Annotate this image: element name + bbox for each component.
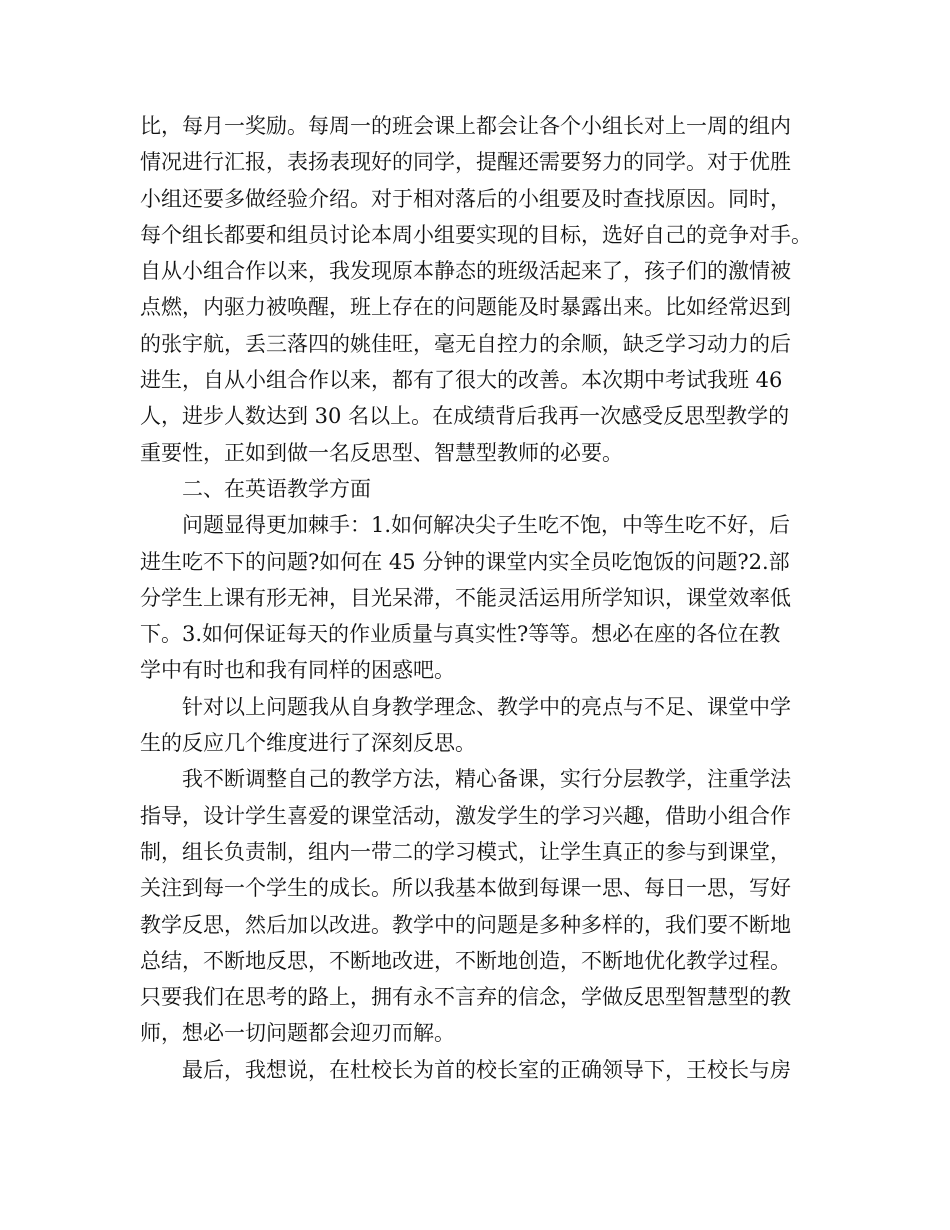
text-line: 我不断调整自己的教学方法，精心备课，实行分层教学，注重学法: [182, 767, 791, 792]
text-line: 点燃，内驱力被唤醒，班上存在的问题能及时暴露出来。比如经常迟到: [140, 295, 791, 320]
text-line: 分学生上课有形无神，目光呆滞，不能灵活运用所学知识，课堂效率低: [140, 585, 791, 610]
text-line: 小组还要多做经验介绍。对于相对落后的小组要及时查找原因。同时，: [140, 186, 791, 211]
text-line: 指导，设计学生喜爱的课堂活动，激发学生的学习兴趣，借助小组合作: [140, 803, 791, 828]
text-line: 比，每月一奖励。每周一的班会课上都会让各个小组长对上一周的组内: [140, 114, 791, 138]
text-line: 生的反应几个维度进行了深刻反思。: [140, 731, 476, 756]
text-line: 针对以上问题我从自身教学理念、教学中的亮点与不足、课堂中学: [182, 694, 791, 719]
text-line: 二、在英语教学方面: [182, 476, 371, 501]
text-line: 学中有时也和我有同样的困惑吧。: [140, 658, 455, 683]
text-line: 最后，我想说，在杜校长为首的校长室的正确领导下，王校长与房: [182, 1057, 791, 1082]
text-line: 问题显得更加棘手：1.如何解决尖子生吃不饱，中等生吃不好，后: [182, 513, 791, 538]
text-line: 每个组长都要和组员讨论本周小组要实现的目标，选好自己的竞争对手。: [140, 222, 812, 247]
text-line: 师，想必一切问题都会迎刃而解。: [140, 1021, 455, 1046]
text-line: 自从小组合作以来，我发现原本静态的班级活起来了，孩子们的激情被: [140, 259, 791, 284]
text-line: 重要性，正如到做一名反思型、智慧型教师的必要。: [140, 440, 623, 465]
text-line: 教学反思，然后加以改进。教学中的问题是多种多样的，我们要不断地: [140, 912, 791, 937]
document-body: [140, 108, 830, 1088]
text-line: 关注到每一个学生的成长。所以我基本做到每课一思、每日一思，写好: [140, 876, 791, 901]
text-line: 的张宇航，丢三落四的姚佳旺，毫无自控力的余顺，缺乏学习动力的后: [140, 331, 791, 356]
text-line: 进生吃不下的问题?如何在 45 分钟的课堂内实全员吃饱饭的问题?2.部: [140, 549, 790, 574]
text-line: 情况进行汇报，表扬表现好的同学，提醒还需要努力的同学。对于优胜: [140, 150, 791, 175]
text-line: 人，进步人数达到 30 名以上。在成绩背后我再一次感受反思型教学的: [140, 404, 790, 429]
text-line: 进生，自从小组合作以来，都有了很大的改善。本次期中考试我班 46: [140, 368, 783, 393]
text-line: 总结，不断地反思，不断地改进，不断地创造，不断地优化教学过程。: [140, 948, 791, 973]
text-line: 下。3.如何保证每天的作业质量与真实性?等等。想必在座的各位在教: [140, 622, 781, 647]
text-line: 制，组长负责制，组内一带二的学习模式，让学生真正的参与到课堂，: [140, 839, 791, 864]
text-line: 只要我们在思考的路上，拥有永不言弃的信念，学做反思型智慧型的教: [140, 985, 791, 1010]
